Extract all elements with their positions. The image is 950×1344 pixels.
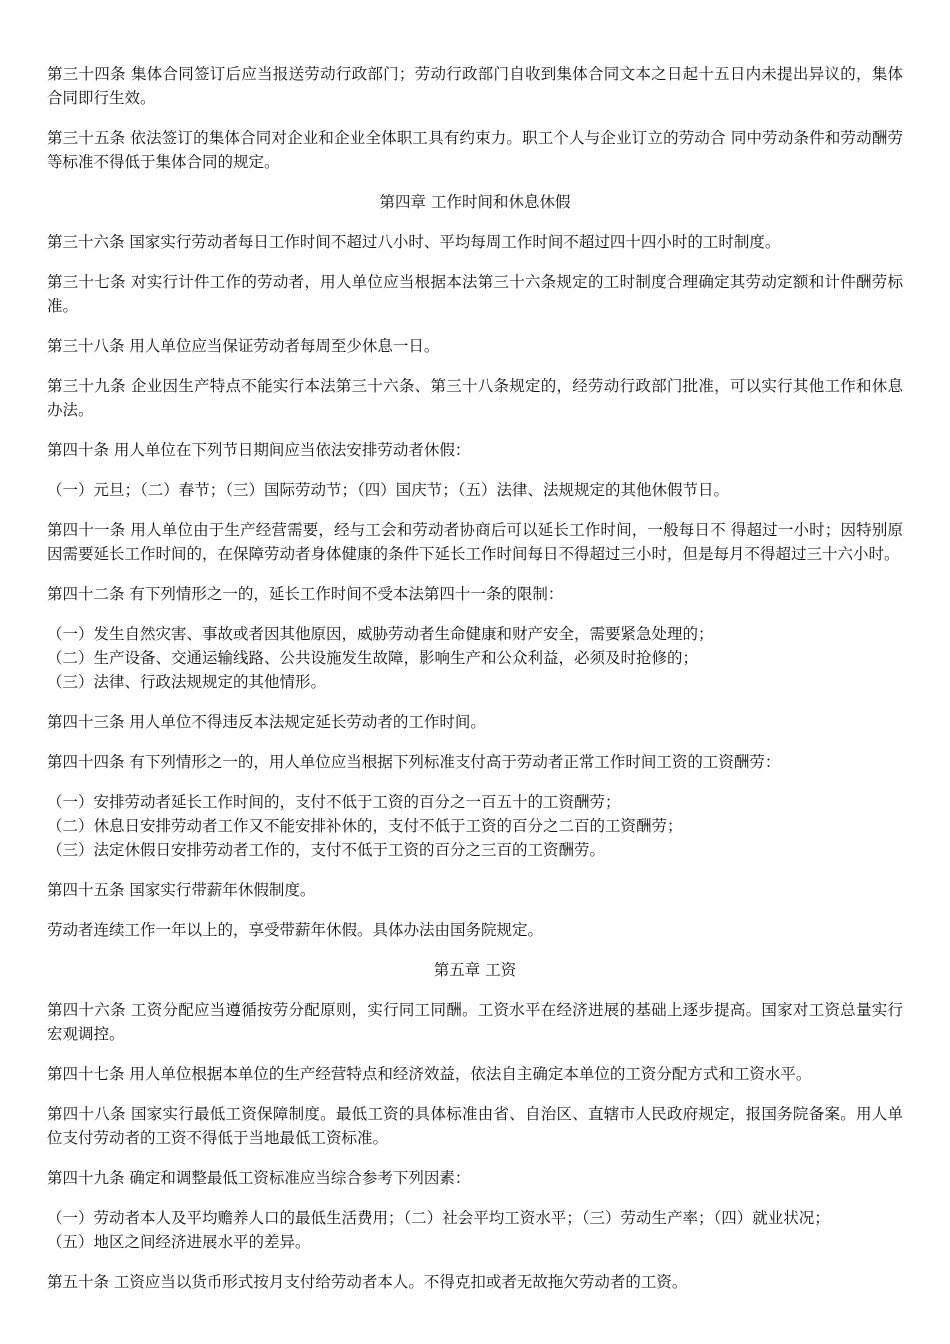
article-paragraph: 第三十九条 企业因生产特点不能实行本法第三十六条、第三十八条规定的，经劳动行政部门批准，可以实行其他工作和休息办法。: [47, 377, 903, 419]
list-item: （一）发生自然灾害、事故或者因其他原因，威胁劳动者生命健康和财产安全，需要紧急处理的；: [47, 625, 714, 643]
list-item: （二）生产设备、交通运输线路、公共设施发生故障，影响生产和公众利益，必须及时抢修的；: [47, 649, 699, 667]
list-item: （一）劳动者本人及平均赡养人口的最低生活费用；（二）社会平均工资水平；（三）劳动生产率；（四）就业状况；: [47, 1209, 830, 1227]
list-item: （三）法定休假日安排劳动者工作的，支付不低于工资的百分之三百的工资酬劳。: [47, 841, 606, 859]
list-item: （三）法律、行政法规规定的其他情形。: [47, 673, 327, 691]
list-item: （二）休息日安排劳动者工作又不能安排补休的，支付不低于工资的百分之二百的工资酬劳；: [47, 817, 683, 835]
chapter-heading: 第五章 工资: [433, 961, 517, 979]
article-paragraph: 第四十五条 国家实行带薪年休假制度。: [47, 881, 316, 899]
list-item: （一）安排劳动者延长工作时间的，支付不低于工资的百分之一百五十的工资酬劳；: [47, 793, 621, 811]
article-paragraph: 第四十七条 用人单位根据本单位的生产经营特点和经济效益，依法自主确定本单位的工资分配方式和工资水平。: [47, 1065, 812, 1083]
list-block: [47, 1206, 903, 1254]
article-paragraph: 第四十六条 工资分配应当遵循按劳分配原则，实行同工同酬。工资水平在经济进展的基础上逐步提高。国家对工资总量实行宏观调控。: [47, 1001, 903, 1043]
article-paragraph: 劳动者连续工作一年以上的，享受带薪年休假。具体办法由国务院规定。: [47, 921, 544, 939]
article-paragraph: 第四十条 用人单位在下列节日期间应当依法安排劳动者休假：: [47, 441, 471, 459]
article-paragraph: 第三十七条 对实行计件工作的劳动者，用人单位应当根据本法第三十六条规定的工时制度合理确定其劳动定额和计件酬劳标准。: [47, 273, 903, 315]
article-paragraph: 第四十四条 有下列情形之一的，用人单位应当根据下列标准支付高于劳动者正常工作时间工资的工资酬劳：: [47, 753, 781, 771]
article-paragraph: 第四十九条 确定和调整最低工资标准应当综合参考下列因素：: [47, 1169, 471, 1187]
article-paragraph: 第三十五条 依法签订的集体合同对企业和企业全体职工具有约束力。职工个人与企业订立的劳动合 同中劳动条件和劳动酬劳等标准不得低于集体合同的规定。: [47, 129, 903, 171]
article-paragraph: 第四十一条 用人单位由于生产经营需要，经与工会和劳动者协商后可以延长工作时间，一般每日不 得超过一小时；因特别原因需要延长工作时间的，在保障劳动者身体健康的条件下延长工作时间每日不得超过三小时，但是每月不得超过三十六小时。: [47, 521, 903, 563]
article-paragraph: 第三十八条 用人单位应当保证劳动者每周至少休息一日。: [47, 337, 440, 355]
chapter-heading: 第四章 工作时间和休息休假: [379, 193, 571, 211]
list-item: （五）地区之间经济进展水平的差异。: [47, 1233, 311, 1251]
article-paragraph: 第五十条 工资应当以货币形式按月支付给劳动者本人。不得克扣或者无故拖欠劳动者的工资。: [47, 1273, 688, 1291]
article-paragraph: 第四十三条 用人单位不得违反本法规定延长劳动者的工作时间。: [47, 713, 486, 731]
article-paragraph: 第四十八条 国家实行最低工资保障制度。最低工资的具体标准由省、自治区、直辖市人民政府规定，报国务院备案。用人单位支付劳动者的工资不得低于当地最低工资标准。: [47, 1105, 903, 1147]
article-paragraph: 第三十六条 国家实行劳动者每日工作时间不超过八小时、平均每周工作时间不超过四十四小时的工时制度。: [47, 233, 781, 251]
list-block: [47, 622, 903, 694]
article-paragraph: （一）元旦；（二）春节；（三）国际劳动节；（四）国庆节；（五）法律、法规规定的其他休假节日。: [47, 481, 730, 499]
article-paragraph: 第三十四条 集体合同签订后应当报送劳动行政部门；劳动行政部门自收到集体合同文本之日起十五日内未提出异议的，集体合同即行生效。: [47, 65, 903, 107]
document-body: [47, 62, 903, 1310]
article-paragraph: 第四十二条 有下列情形之一的，延长工作时间不受本法第四十一条的限制：: [47, 585, 564, 603]
list-block: [47, 790, 903, 862]
